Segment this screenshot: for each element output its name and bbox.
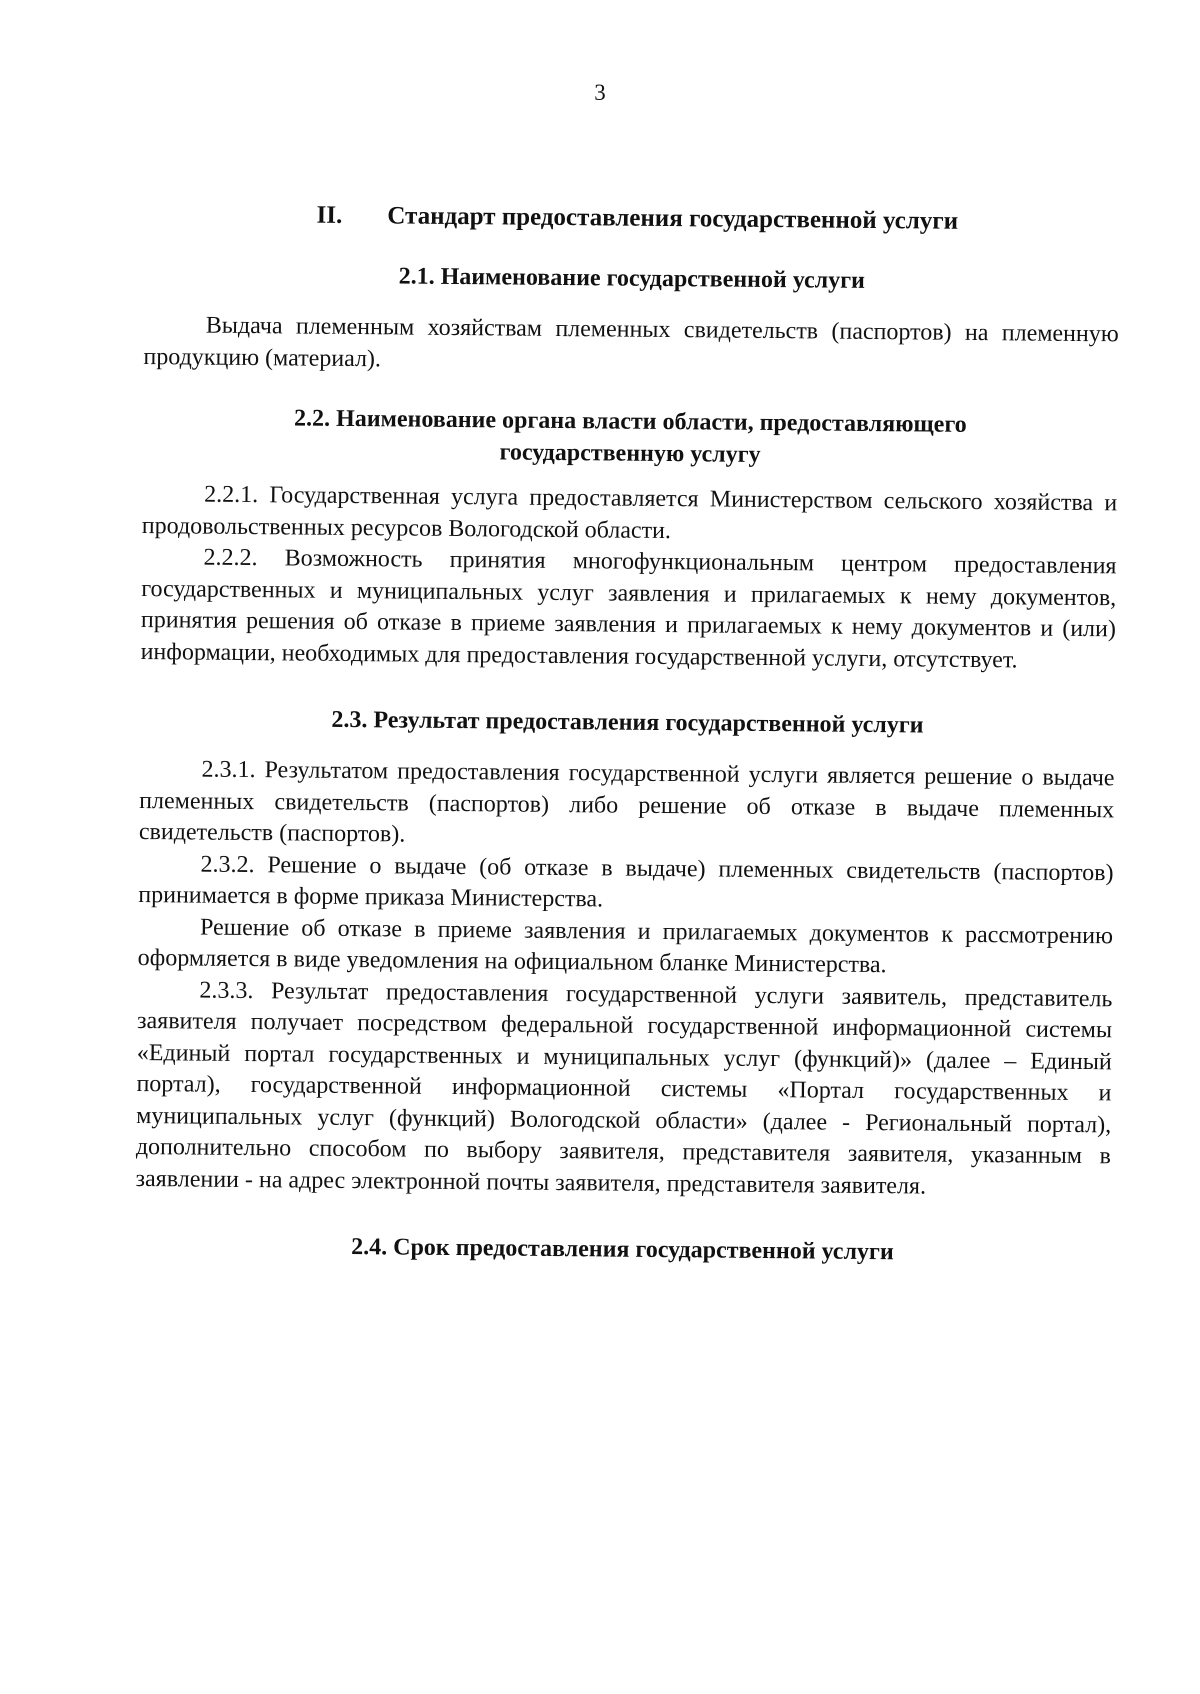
page-number: 3 bbox=[594, 80, 606, 105]
section-title bbox=[145, 200, 1120, 237]
paragraph-2-2-2: 2.2.2. Возможность принятия многофункциональным центром предоставления государственных и муниципальных услуг заявления и прилагаемых к нему документов, принятия решения об отказе в приеме заявления и прилагаемых к нему документов и (или) информации, необходимых для предоставления государственной услуги, отсутствует. bbox=[140, 544, 1117, 673]
heading-2-1: 2.1. Наименование государственной услуги bbox=[398, 263, 866, 294]
document-body bbox=[135, 200, 1120, 1270]
paragraph-2-1: Выдача племенным хозяйствам племенных свидетельств (паспортов) на племенную продукцию (материал). bbox=[143, 312, 1119, 372]
paragraph-2-2-1: 2.2.1. Государственная услуга предоставляется Министерством сельского хозяйства и продовольственных ресурсов Вологодской области. bbox=[141, 481, 1118, 544]
heading-2-2-line-2: государственную услугу bbox=[499, 439, 761, 468]
paragraph-2-3-3: 2.3.3. Результат предоставления государственной услуги заявитель, представитель заявителя получает посредством федеральной государственной информационной системы «Единый портал государственных и муниципальных услуг (функций)» (далее – Единый портал), государственной информационной системы «Портал государственных и муниципальных услуг (функций) Вологодской области» (далее - Региональный портал), дополнительно способом по выбору заявителя, представителя заявителя, указанным в заявлении - на адрес электронной почты заявителя, представителя заявителя. bbox=[135, 977, 1113, 1200]
section-title-text: Стандарт предоставления государственной услуги bbox=[387, 202, 959, 235]
section-roman-numeral: II. bbox=[316, 201, 343, 229]
heading-2-2-line-1: 2.2. Наименование органа власти области, предоставляющего bbox=[293, 405, 967, 438]
heading-2-2 bbox=[142, 401, 1118, 474]
heading-2-4: 2.4. Срок предоставления государственной услуги bbox=[351, 1234, 894, 1266]
paragraph-2-3-2: 2.3.2. Решение о выдаче (об отказе в выдаче) племенных свидетельств (паспортов) принимается в форме приказа Министерства. bbox=[138, 851, 1114, 913]
paragraph-2-3-1: 2.3.1. Результатом предоставления государственной услуги является решение о выдаче племенных свидетельств (паспортов) либо решение об отказе в выдаче племенных свидетельств (паспортов). bbox=[138, 756, 1115, 848]
paragraph-2-3-2-refusal: Решение об отказе в приеме заявления и прилагаемых документов к рассмотрению оформляется в виде уведомления на официальном бланке Министерства. bbox=[137, 914, 1114, 979]
heading-2-3: 2.3. Результат предоставления государственной услуги bbox=[331, 706, 924, 739]
